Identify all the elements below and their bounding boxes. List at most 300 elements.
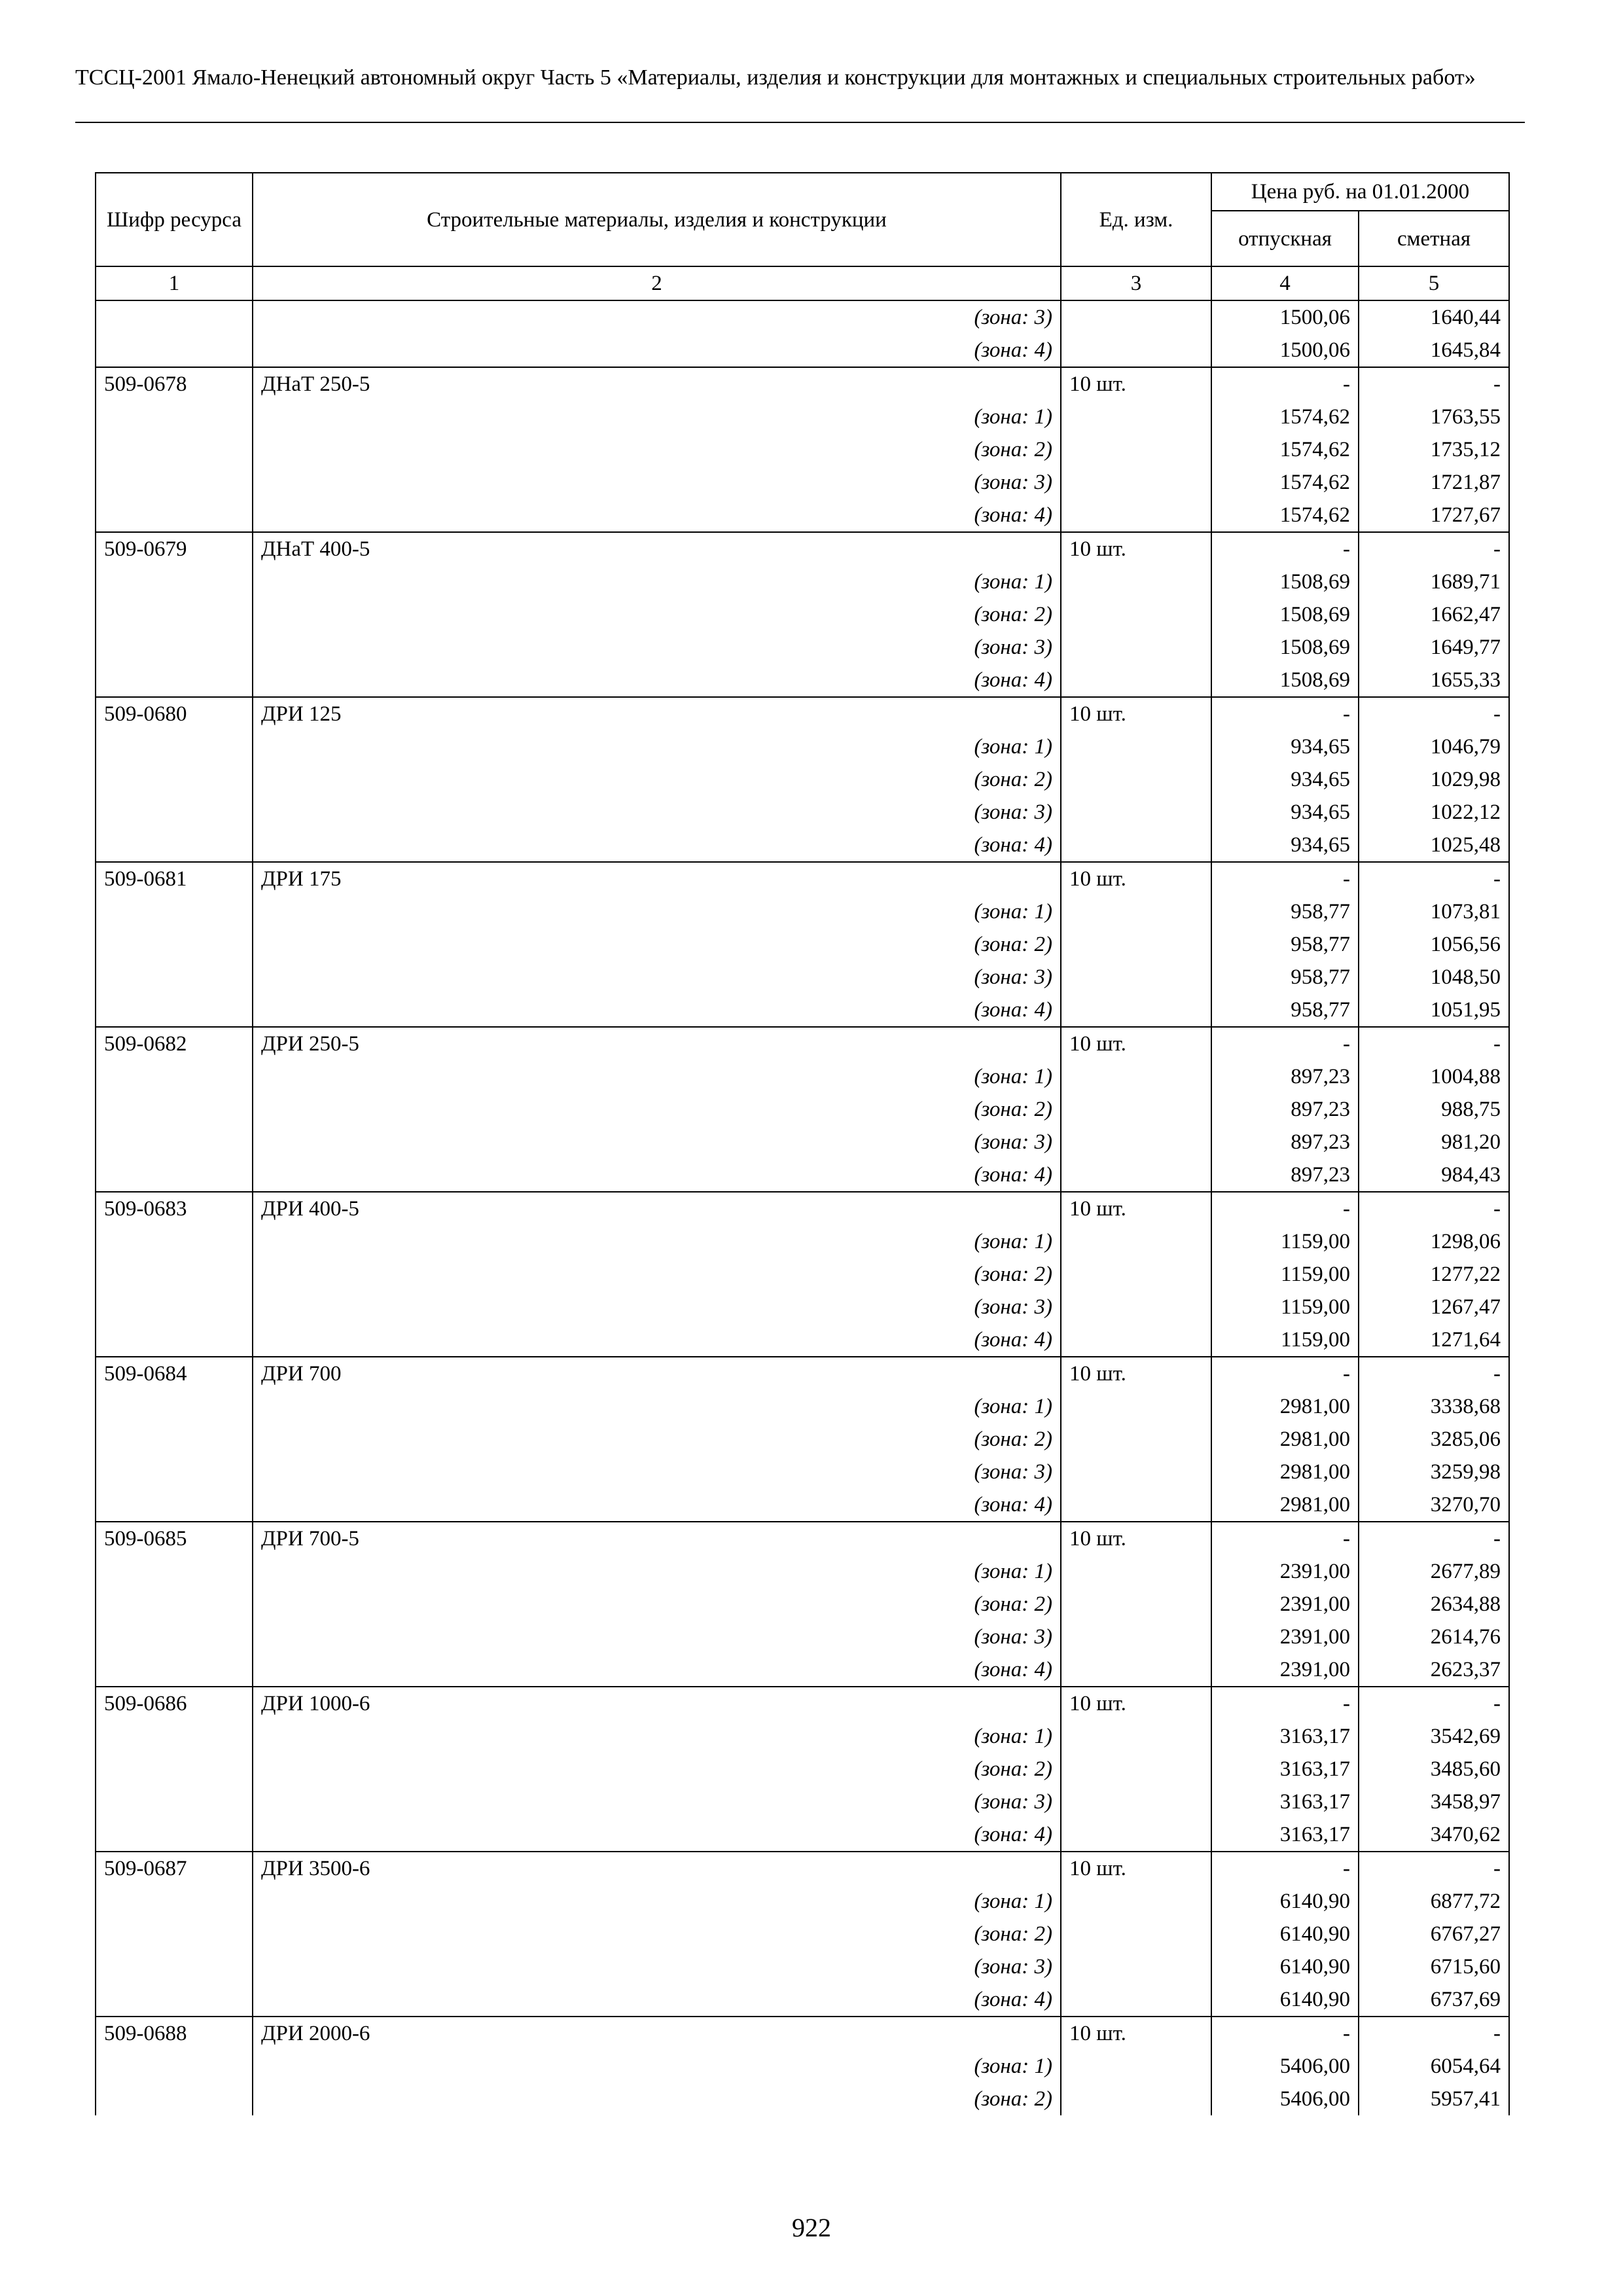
estimate-price: -	[1359, 532, 1509, 565]
zone-label: (зона: 3)	[253, 1621, 1061, 1653]
release-price: 2391,00	[1211, 1621, 1359, 1653]
resource-row	[96, 1522, 1509, 1555]
empty-code-cell	[96, 1621, 253, 1653]
release-price: 934,65	[1211, 730, 1359, 763]
empty-unit-cell	[1061, 1060, 1211, 1093]
page-header: ТССЦ-2001 Ямало-Ненецкий автономный округ Часть 5 «Материалы, изделия и конструкции для монтажных и специальных строительных работ»	[75, 65, 1476, 90]
estimate-price: 1662,47	[1359, 598, 1509, 631]
zone-label: (зона: 3)	[253, 796, 1061, 829]
release-price: 897,23	[1211, 1158, 1359, 1192]
estimate-price: 981,20	[1359, 1126, 1509, 1158]
empty-unit-cell	[1061, 1093, 1211, 1126]
estimate-price: 2634,88	[1359, 1588, 1509, 1621]
release-price: -	[1211, 532, 1359, 565]
estimate-price: 3270,70	[1359, 1488, 1509, 1522]
release-price: 1508,69	[1211, 565, 1359, 598]
empty-code-cell	[96, 1653, 253, 1687]
estimate-price: 1025,48	[1359, 829, 1509, 862]
empty-unit-cell	[1061, 300, 1211, 334]
zone-row	[96, 1126, 1509, 1158]
estimate-price: -	[1359, 367, 1509, 401]
empty-code-cell	[96, 1390, 253, 1423]
estimate-price: 1735,12	[1359, 433, 1509, 466]
zone-label: (зона: 3)	[253, 631, 1061, 664]
empty-code-cell	[96, 1158, 253, 1192]
zone-label: (зона: 2)	[253, 433, 1061, 466]
empty-code-cell	[96, 631, 253, 664]
estimate-price: 1022,12	[1359, 796, 1509, 829]
empty-code-cell	[96, 664, 253, 697]
zone-label: (зона: 1)	[253, 2050, 1061, 2083]
resource-name: ДРИ 2000-6	[253, 2017, 1061, 2050]
estimate-price: 988,75	[1359, 1093, 1509, 1126]
empty-unit-cell	[1061, 1323, 1211, 1357]
empty-unit-cell	[1061, 1918, 1211, 1950]
release-price: 897,23	[1211, 1126, 1359, 1158]
price-table	[95, 172, 1510, 2115]
zone-label: (зона: 4)	[253, 1488, 1061, 1522]
resource-code: 509-0678	[96, 367, 253, 401]
release-price: 897,23	[1211, 1060, 1359, 1093]
release-price: -	[1211, 697, 1359, 730]
estimate-price: -	[1359, 1852, 1509, 1885]
estimate-price: 5957,41	[1359, 2083, 1509, 2115]
release-price: 5406,00	[1211, 2083, 1359, 2115]
resource-code: 509-0684	[96, 1357, 253, 1390]
empty-code-cell	[96, 1885, 253, 1918]
empty-code-cell	[96, 796, 253, 829]
release-price: 934,65	[1211, 829, 1359, 862]
zone-label: (зона: 2)	[253, 598, 1061, 631]
release-price: -	[1211, 367, 1359, 401]
empty-unit-cell	[1061, 1885, 1211, 1918]
empty-unit-cell	[1061, 730, 1211, 763]
zone-row	[96, 2050, 1509, 2083]
zone-row	[96, 1093, 1509, 1126]
release-price: 1159,00	[1211, 1258, 1359, 1291]
estimate-price: 1277,22	[1359, 1258, 1509, 1291]
empty-unit-cell	[1061, 1291, 1211, 1323]
zone-label: (зона: 3)	[253, 1126, 1061, 1158]
resource-row	[96, 1357, 1509, 1390]
release-price: 6140,90	[1211, 1950, 1359, 1983]
header-divider	[75, 122, 1525, 123]
estimate-price: 1721,87	[1359, 466, 1509, 499]
estimate-price: 1655,33	[1359, 664, 1509, 697]
zone-row	[96, 1588, 1509, 1621]
release-price: 1574,62	[1211, 433, 1359, 466]
zone-row	[96, 1423, 1509, 1456]
estimate-price: -	[1359, 1357, 1509, 1390]
zone-label: (зона: 1)	[253, 1390, 1061, 1423]
release-price: 1574,62	[1211, 466, 1359, 499]
estimate-price: 3338,68	[1359, 1390, 1509, 1423]
zone-row	[96, 300, 1509, 334]
zone-row	[96, 730, 1509, 763]
zone-label: (зона: 3)	[253, 961, 1061, 994]
zone-label: (зона: 2)	[253, 1423, 1061, 1456]
zone-row	[96, 1555, 1509, 1588]
release-price: 5406,00	[1211, 2050, 1359, 2083]
empty-code-cell	[96, 598, 253, 631]
empty-unit-cell	[1061, 1753, 1211, 1785]
zone-label: (зона: 1)	[253, 895, 1061, 928]
estimate-price: 1645,84	[1359, 334, 1509, 367]
price-table-body	[96, 300, 1509, 2115]
zone-row	[96, 631, 1509, 664]
empty-code-cell	[96, 565, 253, 598]
release-price: 6140,90	[1211, 1885, 1359, 1918]
column-header-unit: Ед. изм.	[1061, 173, 1211, 266]
estimate-price: -	[1359, 1522, 1509, 1555]
empty-code-cell	[96, 730, 253, 763]
empty-unit-cell	[1061, 664, 1211, 697]
estimate-price: 6767,27	[1359, 1918, 1509, 1950]
page-number: 922	[792, 2213, 831, 2242]
release-price: -	[1211, 1192, 1359, 1225]
empty-unit-cell	[1061, 895, 1211, 928]
zone-label: (зона: 4)	[253, 334, 1061, 367]
zone-label: (зона: 4)	[253, 1818, 1061, 1852]
estimate-price: 1689,71	[1359, 565, 1509, 598]
empty-code-cell	[96, 994, 253, 1027]
column-number: 1	[96, 266, 253, 300]
zone-row	[96, 895, 1509, 928]
zone-label: (зона: 4)	[253, 994, 1061, 1027]
unit-of-measure: 10 шт.	[1061, 1522, 1211, 1555]
empty-code-cell	[96, 1753, 253, 1785]
estimate-price: 2614,76	[1359, 1621, 1509, 1653]
empty-code-cell	[96, 1060, 253, 1093]
empty-code-cell	[96, 1785, 253, 1818]
estimate-price: 1640,44	[1359, 300, 1509, 334]
zone-row	[96, 1653, 1509, 1687]
zone-label: (зона: 1)	[253, 730, 1061, 763]
zone-label: (зона: 4)	[253, 1323, 1061, 1357]
release-price: 2391,00	[1211, 1555, 1359, 1588]
estimate-price: -	[1359, 862, 1509, 895]
zone-row	[96, 565, 1509, 598]
resource-code: 509-0680	[96, 697, 253, 730]
empty-unit-cell	[1061, 1258, 1211, 1291]
zone-row	[96, 401, 1509, 433]
empty-code-cell	[96, 401, 253, 433]
empty-unit-cell	[1061, 1720, 1211, 1753]
zone-row	[96, 499, 1509, 532]
empty-unit-cell	[1061, 1785, 1211, 1818]
unit-of-measure: 10 шт.	[1061, 1687, 1211, 1720]
zone-row	[96, 796, 1509, 829]
zone-row	[96, 1291, 1509, 1323]
estimate-price: -	[1359, 2017, 1509, 2050]
empty-unit-cell	[1061, 433, 1211, 466]
unit-of-measure: 10 шт.	[1061, 697, 1211, 730]
release-price: -	[1211, 862, 1359, 895]
release-price: 2391,00	[1211, 1588, 1359, 1621]
zone-label: (зона: 4)	[253, 1983, 1061, 2017]
empty-code-cell	[96, 1588, 253, 1621]
empty-unit-cell	[1061, 1390, 1211, 1423]
zone-row	[96, 1225, 1509, 1258]
zone-label: (зона: 2)	[253, 1588, 1061, 1621]
zone-label: (зона: 1)	[253, 1060, 1061, 1093]
zone-label: (зона: 3)	[253, 466, 1061, 499]
estimate-price: 1649,77	[1359, 631, 1509, 664]
zone-row	[96, 433, 1509, 466]
zone-row	[96, 961, 1509, 994]
resource-code: 509-0679	[96, 532, 253, 565]
resource-code: 509-0687	[96, 1852, 253, 1885]
unit-of-measure: 10 шт.	[1061, 862, 1211, 895]
release-price: 3163,17	[1211, 1818, 1359, 1852]
zone-label: (зона: 3)	[253, 300, 1061, 334]
zone-label: (зона: 1)	[253, 1225, 1061, 1258]
release-price: -	[1211, 2017, 1359, 2050]
estimate-price: 1267,47	[1359, 1291, 1509, 1323]
estimate-price: 1056,56	[1359, 928, 1509, 961]
zone-label: (зона: 1)	[253, 1885, 1061, 1918]
column-header-release: отпускная	[1211, 211, 1359, 266]
empty-unit-cell	[1061, 631, 1211, 664]
estimate-price: 6737,69	[1359, 1983, 1509, 2017]
resource-name: ДРИ 400-5	[253, 1192, 1061, 1225]
resource-code: 509-0682	[96, 1027, 253, 1060]
unit-of-measure: 10 шт.	[1061, 367, 1211, 401]
estimate-price: -	[1359, 697, 1509, 730]
release-price: -	[1211, 1687, 1359, 1720]
empty-unit-cell	[1061, 796, 1211, 829]
empty-unit-cell	[1061, 1621, 1211, 1653]
resource-code: 509-0683	[96, 1192, 253, 1225]
zone-row	[96, 1621, 1509, 1653]
zone-label: (зона: 4)	[253, 499, 1061, 532]
empty-unit-cell	[1061, 763, 1211, 796]
estimate-price: 1727,67	[1359, 499, 1509, 532]
estimate-price: 3485,60	[1359, 1753, 1509, 1785]
resource-row	[96, 367, 1509, 401]
estimate-price: 6715,60	[1359, 1950, 1509, 1983]
release-price: 1574,62	[1211, 499, 1359, 532]
release-price: 1508,69	[1211, 664, 1359, 697]
estimate-price: -	[1359, 1687, 1509, 1720]
estimate-price: 3542,69	[1359, 1720, 1509, 1753]
estimate-price: 984,43	[1359, 1158, 1509, 1192]
zone-label: (зона: 1)	[253, 565, 1061, 598]
zone-label: (зона: 2)	[253, 763, 1061, 796]
empty-code-cell	[96, 1291, 253, 1323]
estimate-price: 1046,79	[1359, 730, 1509, 763]
zone-row	[96, 1753, 1509, 1785]
zone-label: (зона: 3)	[253, 1456, 1061, 1488]
estimate-price: -	[1359, 1027, 1509, 1060]
zone-label: (зона: 2)	[253, 1258, 1061, 1291]
empty-code-cell	[96, 300, 253, 334]
release-price: -	[1211, 1357, 1359, 1390]
empty-unit-cell	[1061, 1588, 1211, 1621]
release-price: 1508,69	[1211, 598, 1359, 631]
release-price: 1500,06	[1211, 300, 1359, 334]
unit-of-measure: 10 шт.	[1061, 2017, 1211, 2050]
empty-unit-cell	[1061, 401, 1211, 433]
estimate-price: 2623,37	[1359, 1653, 1509, 1687]
empty-code-cell	[96, 433, 253, 466]
zone-row	[96, 1258, 1509, 1291]
release-price: 1508,69	[1211, 631, 1359, 664]
zone-row	[96, 1390, 1509, 1423]
zone-row	[96, 1456, 1509, 1488]
resource-row	[96, 1687, 1509, 1720]
empty-unit-cell	[1061, 2050, 1211, 2083]
estimate-price: 1051,95	[1359, 994, 1509, 1027]
empty-code-cell	[96, 895, 253, 928]
release-price: 6140,90	[1211, 1983, 1359, 2017]
release-price: 958,77	[1211, 895, 1359, 928]
release-price: 1159,00	[1211, 1225, 1359, 1258]
empty-unit-cell	[1061, 829, 1211, 862]
empty-code-cell	[96, 1983, 253, 2017]
unit-of-measure: 10 шт.	[1061, 1852, 1211, 1885]
release-price: 2981,00	[1211, 1423, 1359, 1456]
resource-row	[96, 1027, 1509, 1060]
column-header-code: Шифр ресурса	[96, 173, 253, 266]
zone-label: (зона: 1)	[253, 401, 1061, 433]
estimate-price: 1763,55	[1359, 401, 1509, 433]
resource-row	[96, 1852, 1509, 1885]
resource-name: ДРИ 250-5	[253, 1027, 1061, 1060]
zone-row	[96, 1158, 1509, 1192]
column-number: 3	[1061, 266, 1211, 300]
resource-name: ДРИ 175	[253, 862, 1061, 895]
empty-code-cell	[96, 1555, 253, 1588]
release-price: 934,65	[1211, 763, 1359, 796]
release-price: 1574,62	[1211, 401, 1359, 433]
resource-name: ДРИ 700	[253, 1357, 1061, 1390]
empty-code-cell	[96, 1456, 253, 1488]
estimate-price: 2677,89	[1359, 1555, 1509, 1588]
zone-row	[96, 334, 1509, 367]
column-number: 5	[1359, 266, 1509, 300]
empty-code-cell	[96, 1126, 253, 1158]
zone-row	[96, 1950, 1509, 1983]
empty-code-cell	[96, 1488, 253, 1522]
resource-row	[96, 532, 1509, 565]
empty-unit-cell	[1061, 334, 1211, 367]
zone-row	[96, 664, 1509, 697]
release-price: -	[1211, 1852, 1359, 1885]
empty-unit-cell	[1061, 1653, 1211, 1687]
unit-of-measure: 10 шт.	[1061, 532, 1211, 565]
estimate-price: -	[1359, 1192, 1509, 1225]
resource-code: 509-0688	[96, 2017, 253, 2050]
estimate-price: 1048,50	[1359, 961, 1509, 994]
resource-code: 509-0681	[96, 862, 253, 895]
empty-unit-cell	[1061, 1423, 1211, 1456]
zone-row	[96, 1983, 1509, 2017]
empty-code-cell	[96, 928, 253, 961]
empty-unit-cell	[1061, 565, 1211, 598]
resource-name: ДНаТ 400-5	[253, 532, 1061, 565]
estimate-price: 1004,88	[1359, 1060, 1509, 1093]
resource-row	[96, 2017, 1509, 2050]
empty-unit-cell	[1061, 1488, 1211, 1522]
zone-label: (зона: 3)	[253, 1785, 1061, 1818]
estimate-price: 1073,81	[1359, 895, 1509, 928]
zone-label: (зона: 2)	[253, 1753, 1061, 1785]
zone-row	[96, 1918, 1509, 1950]
empty-unit-cell	[1061, 1158, 1211, 1192]
empty-code-cell	[96, 829, 253, 862]
zone-row	[96, 1818, 1509, 1852]
empty-code-cell	[96, 466, 253, 499]
release-price: 958,77	[1211, 928, 1359, 961]
resource-name: ДНаТ 250-5	[253, 367, 1061, 401]
empty-unit-cell	[1061, 1950, 1211, 1983]
zone-row	[96, 928, 1509, 961]
zone-row	[96, 466, 1509, 499]
zone-label: (зона: 1)	[253, 1555, 1061, 1588]
zone-label: (зона: 3)	[253, 1950, 1061, 1983]
empty-unit-cell	[1061, 1126, 1211, 1158]
zone-row	[96, 2083, 1509, 2115]
resource-name: ДРИ 125	[253, 697, 1061, 730]
estimate-price: 1298,06	[1359, 1225, 1509, 1258]
empty-code-cell	[96, 1323, 253, 1357]
resource-code: 509-0686	[96, 1687, 253, 1720]
release-price: 1159,00	[1211, 1323, 1359, 1357]
zone-label: (зона: 1)	[253, 1720, 1061, 1753]
empty-unit-cell	[1061, 499, 1211, 532]
empty-code-cell	[96, 499, 253, 532]
estimate-price: 3458,97	[1359, 1785, 1509, 1818]
unit-of-measure: 10 шт.	[1061, 1027, 1211, 1060]
zone-label: (зона: 4)	[253, 829, 1061, 862]
release-price: 6140,90	[1211, 1918, 1359, 1950]
empty-unit-cell	[1061, 928, 1211, 961]
zone-label: (зона: 2)	[253, 2083, 1061, 2115]
release-price: -	[1211, 1027, 1359, 1060]
release-price: 2391,00	[1211, 1653, 1359, 1687]
empty-code-cell	[96, 1225, 253, 1258]
zone-row	[96, 1488, 1509, 1522]
release-price: 2981,00	[1211, 1456, 1359, 1488]
resource-name: ДРИ 3500-6	[253, 1852, 1061, 1885]
empty-code-cell	[96, 1720, 253, 1753]
release-price: 897,23	[1211, 1093, 1359, 1126]
estimate-price: 1029,98	[1359, 763, 1509, 796]
zone-label: (зона: 2)	[253, 928, 1061, 961]
empty-unit-cell	[1061, 1225, 1211, 1258]
resource-row	[96, 1192, 1509, 1225]
resource-name: ДРИ 700-5	[253, 1522, 1061, 1555]
zone-row	[96, 598, 1509, 631]
zone-row	[96, 994, 1509, 1027]
empty-code-cell	[96, 1818, 253, 1852]
release-price: 2981,00	[1211, 1488, 1359, 1522]
column-header-price-group: Цена руб. на 01.01.2000	[1211, 173, 1509, 211]
estimate-price: 6054,64	[1359, 2050, 1509, 2083]
zone-label: (зона: 4)	[253, 664, 1061, 697]
zone-label: (зона: 3)	[253, 1291, 1061, 1323]
empty-unit-cell	[1061, 1818, 1211, 1852]
zone-row	[96, 1785, 1509, 1818]
release-price: 958,77	[1211, 961, 1359, 994]
release-price: 934,65	[1211, 796, 1359, 829]
empty-unit-cell	[1061, 1555, 1211, 1588]
unit-of-measure: 10 шт.	[1061, 1192, 1211, 1225]
empty-unit-cell	[1061, 961, 1211, 994]
zone-row	[96, 1323, 1509, 1357]
zone-label: (зона: 4)	[253, 1653, 1061, 1687]
